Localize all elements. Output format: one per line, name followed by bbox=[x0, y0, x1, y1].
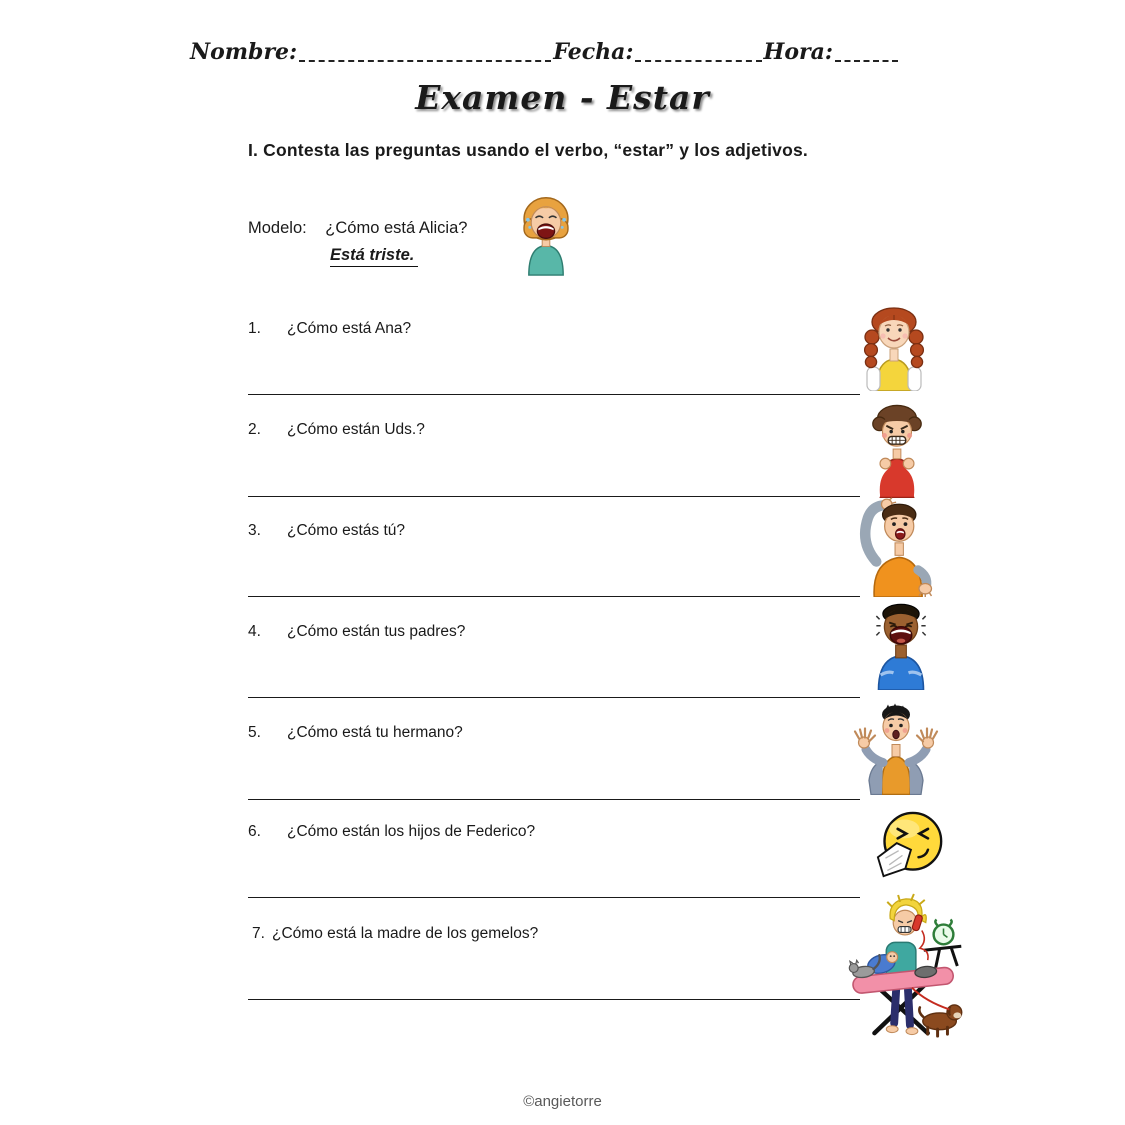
startled-man-image bbox=[853, 700, 939, 795]
crying-girl-image bbox=[517, 193, 575, 277]
answer-line bbox=[248, 897, 860, 898]
question-text: ¿Cómo están tus padres? bbox=[287, 623, 466, 640]
section-instruction: I. Contesta las preguntas usando el verbo, “estar” y los adjetivos. bbox=[248, 140, 808, 160]
answer-line bbox=[248, 596, 860, 597]
answer-line bbox=[248, 799, 860, 800]
answer-line bbox=[248, 394, 860, 395]
happy-girl-with-braids-image bbox=[862, 303, 926, 391]
crying-man-image bbox=[866, 600, 936, 690]
model-label: Modelo: bbox=[248, 219, 307, 237]
name-blank-line bbox=[299, 38, 551, 62]
question-text: ¿Cómo está la madre de los gemelos? bbox=[272, 925, 539, 942]
model-answer: Está triste. bbox=[330, 246, 418, 267]
page-title: Examen - Estar bbox=[415, 78, 710, 117]
date-label: Fecha: bbox=[553, 39, 634, 65]
question-number: 3. bbox=[248, 522, 261, 539]
question-text: ¿Cómo están los hijos de Federico? bbox=[287, 823, 536, 840]
question-number: 5. bbox=[248, 724, 261, 741]
model-question-line bbox=[248, 219, 467, 238]
question-number: 4. bbox=[248, 623, 261, 640]
question-number: 6. bbox=[248, 823, 261, 840]
question-text: ¿Cómo están Uds.? bbox=[287, 421, 425, 438]
confused-man-scratching-head-image bbox=[853, 497, 935, 597]
hour-blank-line bbox=[835, 38, 898, 62]
question-text: ¿Cómo está tu hermano? bbox=[287, 724, 463, 741]
model-question: ¿Cómo está Alicia? bbox=[325, 219, 468, 237]
name-label: Nombre: bbox=[190, 39, 298, 65]
sneezing-emoji-image bbox=[876, 806, 944, 884]
question-text: ¿Cómo está Ana? bbox=[287, 320, 412, 337]
answer-line bbox=[248, 496, 860, 497]
question-number: 2. bbox=[248, 421, 261, 438]
question-text: ¿Cómo estás tú? bbox=[287, 522, 406, 539]
answer-line bbox=[248, 697, 860, 698]
date-blank-line bbox=[635, 38, 761, 62]
answer-line bbox=[248, 999, 860, 1000]
header bbox=[190, 38, 900, 66]
hour-label: Hora: bbox=[763, 39, 833, 65]
angry-boy-image bbox=[866, 402, 928, 498]
copyright: ©angietorre bbox=[523, 1093, 602, 1110]
busy-mother-image bbox=[848, 893, 966, 1041]
question-number: 7. bbox=[252, 925, 265, 942]
question-number: 1. bbox=[248, 320, 261, 337]
